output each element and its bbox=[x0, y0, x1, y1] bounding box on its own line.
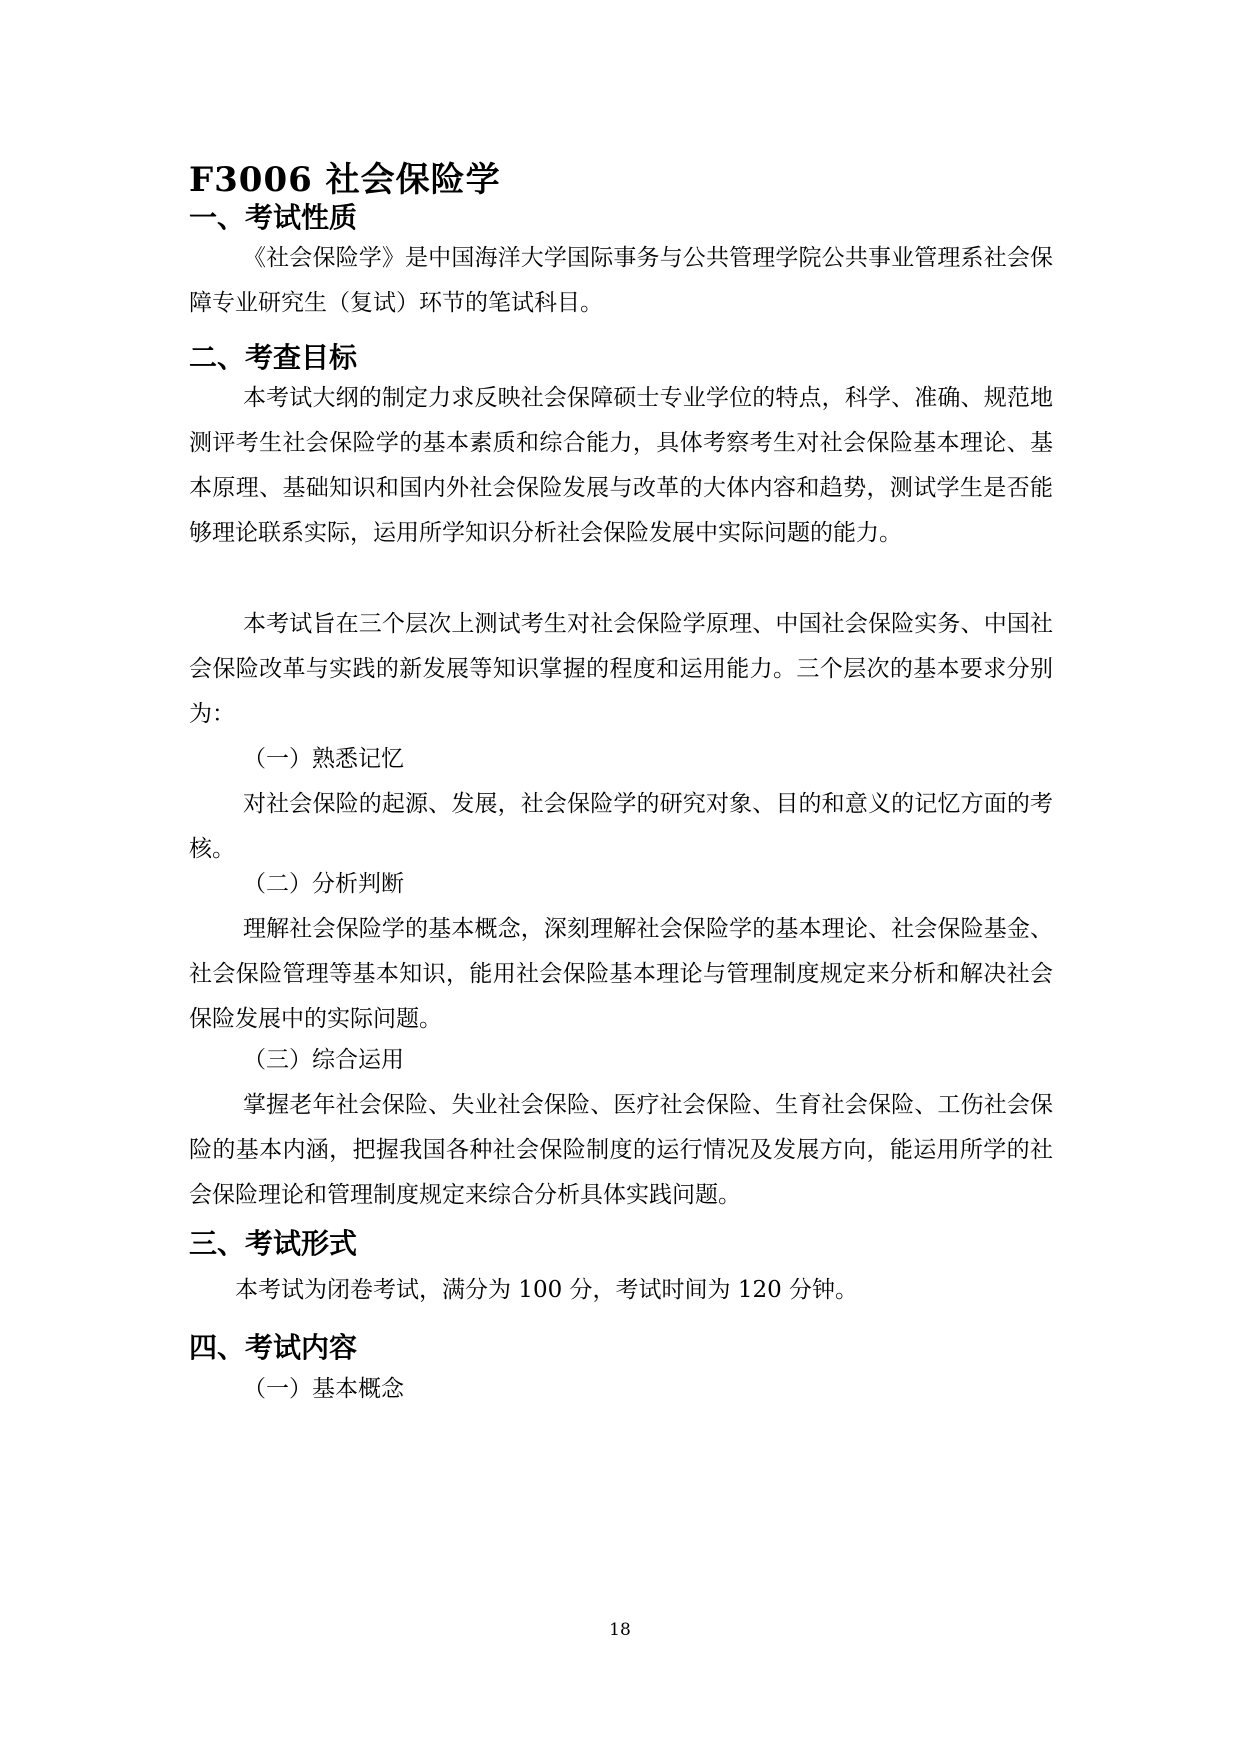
paragraph-exam-format: 本考试为闭卷考试，满分为 100 分，考试时间为 120 分钟。 bbox=[235, 1277, 859, 1303]
section-heading-exam-format: 三、考试形式 bbox=[189, 1227, 358, 1260]
paragraph-exam-nature: 《社会保险学》是中国海洋大学国际事务与公共管理学院公共事业管理系社会保障专业研究生（复试）环节的笔试科目。 bbox=[189, 245, 1053, 316]
paragraph-objectives-2: 本考试旨在三个层次上测试考生对社会保险学原理、中国社会保险实务、中国社会保险改革与实践的新发展等知识掌握的程度和运用能力。三个层次的基本要求分别为： bbox=[189, 611, 1053, 727]
paragraph-analysis-judgment: 理解社会保险学的基本概念，深刻理解社会保险学的基本理论、社会保险基金、社会保险管理等基本知识，能用社会保险基本理论与管理制度规定来分析和解决社会保险发展中的实际问题。 bbox=[189, 916, 1053, 1032]
section-heading-exam-nature: 一、考试性质 bbox=[189, 201, 358, 234]
subheading-basic-concepts: （一）基本概念 bbox=[243, 1376, 404, 1402]
section-heading-exam-objectives: 二、考查目标 bbox=[189, 341, 358, 374]
section-heading-exam-content: 四、考试内容 bbox=[189, 1331, 358, 1364]
subheading-familiar-memory: （一）熟悉记忆 bbox=[243, 746, 404, 772]
document-title: F3006 社会保险学 bbox=[189, 160, 501, 200]
subheading-comprehensive-use: （三）综合运用 bbox=[243, 1047, 404, 1073]
paragraph-comprehensive-use: 掌握老年社会保险、失业社会保险、医疗社会保险、生育社会保险、工伤社会保险的基本内涵，把握我国各种社会保险制度的运行情况及发展方向，能运用所学的社会保险理论和管理制度规定来综合分析具体实践问题。 bbox=[189, 1092, 1053, 1208]
page-number: 18 bbox=[609, 1620, 631, 1640]
paragraph-objectives-1: 本考试大纲的制定力求反映社会保障硕士专业学位的特点，科学、准确、规范地测评考生社会保险学的基本素质和综合能力，具体考察考生对社会保险基本理论、基本原理、基础知识和国内外社会保险发展与改革的大体内容和趋势，测试学生是否能够理论联系实际，运用所学知识分析社会保险发展中实际问题的能力。 bbox=[189, 385, 1053, 546]
subheading-analysis-judgment: （二）分析判断 bbox=[243, 871, 404, 897]
paragraph-familiar-memory: 对社会保险的起源、发展，社会保险学的研究对象、目的和意义的记忆方面的考核。 bbox=[189, 791, 1053, 862]
